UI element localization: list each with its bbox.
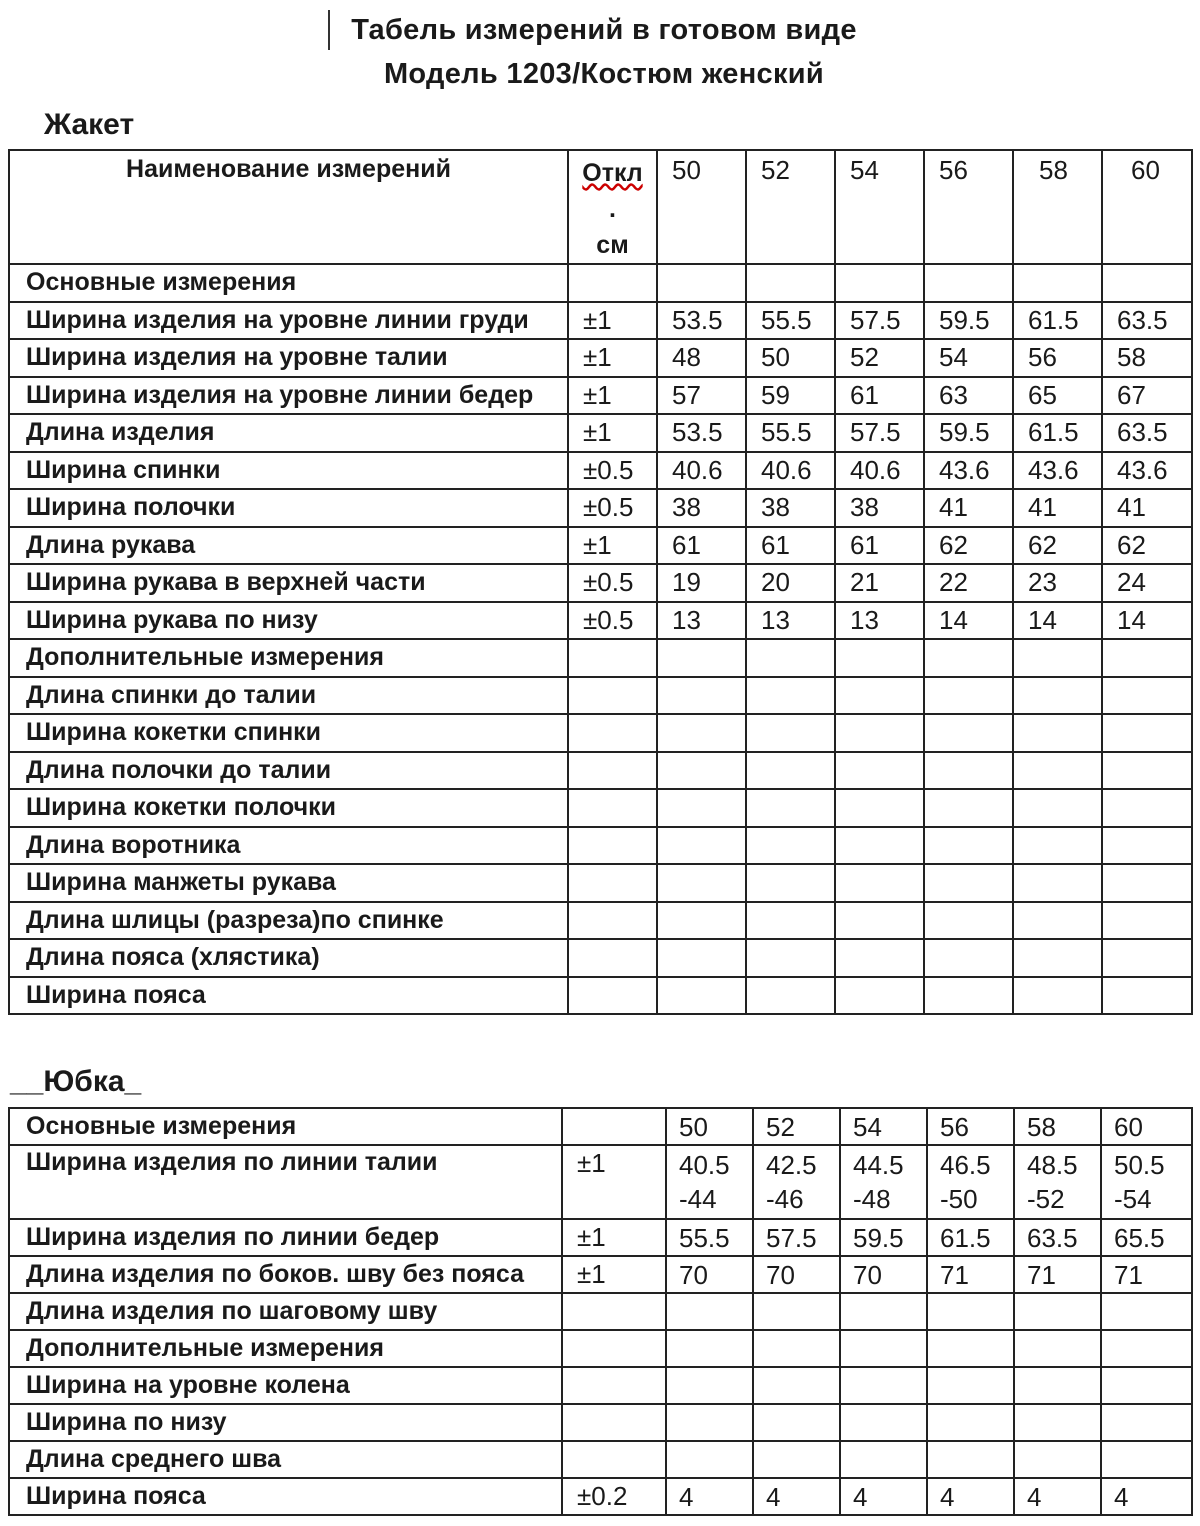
value-cell: 48.5 -52 (1014, 1145, 1101, 1219)
value-cell: 62 (1102, 527, 1192, 565)
value-cell: 55.5 (666, 1219, 753, 1256)
measurement-name: Ширина манжеты рукава (9, 864, 568, 902)
value-cell: 58 (1102, 339, 1192, 377)
size-header-cell: 60 (1101, 1108, 1192, 1145)
size-header-cell: 56 (927, 1108, 1014, 1145)
value-cell (1102, 789, 1192, 827)
size-header-cell: 50 (666, 1108, 753, 1145)
header-tolerance-cell (562, 1108, 666, 1145)
document-title: Табель измерений в готовом виде (351, 14, 857, 46)
value-cell: 70 (753, 1256, 840, 1293)
value-cell: 43.6 (924, 452, 1013, 490)
value-cell (835, 902, 924, 940)
table-row (9, 639, 1192, 677)
value-cell (927, 1330, 1014, 1367)
value-cell: 20 (746, 564, 835, 602)
measurement-name: Длина полочки до талии (9, 752, 568, 790)
value-cell (1102, 864, 1192, 902)
value-cell (927, 1404, 1014, 1441)
value-cell (753, 1293, 840, 1330)
value-cell: 56 (1013, 339, 1102, 377)
value-cell (1102, 827, 1192, 865)
table-row (9, 377, 1192, 415)
value-cell: 48 (657, 339, 746, 377)
value-cell (1013, 677, 1102, 715)
table-row (9, 1219, 1192, 1256)
value-cell: 38 (746, 489, 835, 527)
value-cell (657, 752, 746, 790)
value-cell (1101, 1293, 1192, 1330)
measurement-name: Дополнительные измерения (9, 1330, 562, 1367)
measurement-name: Длина спинки до талии (9, 677, 568, 715)
value-cell (1101, 1404, 1192, 1441)
value-cell: 55.5 (746, 414, 835, 452)
table-row (9, 602, 1192, 640)
table-row (9, 789, 1192, 827)
value-cell: 53.5 (657, 414, 746, 452)
table-row (9, 714, 1192, 752)
measurement-name: Ширина изделия на уровне линии груди (9, 302, 568, 340)
value-cell (657, 677, 746, 715)
table-row (9, 939, 1192, 977)
value-cell: 41 (1102, 489, 1192, 527)
value-cell: 59.5 (840, 1219, 927, 1256)
tolerance-cell (568, 902, 657, 940)
value-cell: 62 (1013, 527, 1102, 565)
tolerance-cell (568, 827, 657, 865)
value-cell (666, 1330, 753, 1367)
value-cell (1102, 264, 1192, 302)
value-cell: 61 (835, 527, 924, 565)
value-cell (1101, 1367, 1192, 1404)
value-cell: 13 (657, 602, 746, 640)
value-cell (835, 939, 924, 977)
tolerance-cell (562, 1330, 666, 1367)
value-cell: 46.5 -50 (927, 1145, 1014, 1219)
measurement-name: Длина воротника (9, 827, 568, 865)
tolerance-cell: ±1 (562, 1145, 666, 1219)
table-row (9, 827, 1192, 865)
tolerance-cell (562, 1404, 666, 1441)
value-cell (924, 864, 1013, 902)
measurement-name: Ширина рукава в верхней части (9, 564, 568, 602)
value-cell (1013, 752, 1102, 790)
value-cell: 71 (1014, 1256, 1101, 1293)
value-cell: 4 (840, 1478, 927, 1515)
table-row (9, 977, 1192, 1015)
value-cell: 21 (835, 564, 924, 602)
value-cell (657, 789, 746, 827)
value-cell: 59 (746, 377, 835, 415)
value-cell (746, 827, 835, 865)
table-row (9, 677, 1192, 715)
value-cell (927, 1367, 1014, 1404)
value-cell (924, 902, 1013, 940)
table-row (9, 527, 1192, 565)
value-cell: 24 (1102, 564, 1192, 602)
table-row (9, 1330, 1192, 1367)
value-cell: 38 (835, 489, 924, 527)
value-cell: 13 (835, 602, 924, 640)
tolerance-cell (568, 977, 657, 1015)
value-cell: 63 (924, 377, 1013, 415)
tolerance-cell (568, 639, 657, 677)
value-cell: 57.5 (835, 414, 924, 452)
tolerance-cell: ±1 (562, 1219, 666, 1256)
value-cell: 63.5 (1102, 414, 1192, 452)
measurement-name: Ширина по низу (9, 1404, 562, 1441)
value-cell (746, 864, 835, 902)
value-cell: 14 (1102, 602, 1192, 640)
tolerance-cell: ±0.5 (568, 489, 657, 527)
value-cell: 71 (927, 1256, 1014, 1293)
value-cell (840, 1330, 927, 1367)
value-cell: 61 (835, 377, 924, 415)
value-cell (746, 714, 835, 752)
value-cell (746, 789, 835, 827)
tolerance-cell (568, 864, 657, 902)
size-header-cell: 60 (1102, 150, 1192, 264)
value-cell (835, 639, 924, 677)
size-header-cell: 52 (746, 150, 835, 264)
value-cell: 40.5 -44 (666, 1145, 753, 1219)
value-cell (924, 714, 1013, 752)
skirt-header-row (9, 1108, 1192, 1145)
measurement-name: Дополнительные измерения (9, 639, 568, 677)
value-cell: 42.5 -46 (753, 1145, 840, 1219)
skirt-measurements-table (8, 1107, 1193, 1516)
tolerance-cell: ±1 (568, 414, 657, 452)
tolerance-cell (562, 1367, 666, 1404)
value-cell: 57.5 (753, 1219, 840, 1256)
value-cell (1013, 977, 1102, 1015)
table-row (9, 864, 1192, 902)
value-cell: 4 (1101, 1478, 1192, 1515)
table-row (9, 1293, 1192, 1330)
measurement-name: Ширина кокетки спинки (9, 714, 568, 752)
size-header-cell: 58 (1013, 150, 1102, 264)
document-subtitle: Модель 1203/Костюм женский (383, 58, 825, 90)
tolerance-cell: ±1 (568, 302, 657, 340)
value-cell (835, 714, 924, 752)
measurement-name: Ширина кокетки полочки (9, 789, 568, 827)
jacket-measurements-table (8, 149, 1193, 1015)
value-cell (924, 827, 1013, 865)
value-cell: 19 (657, 564, 746, 602)
value-cell (840, 1367, 927, 1404)
value-cell: 40.6 (657, 452, 746, 490)
value-cell (1013, 827, 1102, 865)
tolerance-cell (568, 264, 657, 302)
table-row (9, 1441, 1192, 1478)
value-cell (1102, 677, 1192, 715)
value-cell: 59.5 (924, 302, 1013, 340)
value-cell (746, 939, 835, 977)
value-cell (1102, 977, 1192, 1015)
value-cell (666, 1441, 753, 1478)
value-cell (753, 1404, 840, 1441)
value-cell (1014, 1441, 1101, 1478)
measurement-name: Ширина рукава по низу (9, 602, 568, 640)
value-cell: 67 (1102, 377, 1192, 415)
value-cell (927, 1293, 1014, 1330)
value-cell: 43.6 (1013, 452, 1102, 490)
value-cell (1014, 1367, 1101, 1404)
value-cell (1014, 1293, 1101, 1330)
tolerance-cell: ±1 (568, 377, 657, 415)
skirt-section-title: __Юбка_ (10, 1065, 142, 1098)
header-tol-label: Откл (582, 159, 643, 187)
measurement-name: Длина изделия (9, 414, 568, 452)
value-cell (657, 939, 746, 977)
value-cell (1013, 639, 1102, 677)
size-header-cell: 58 (1014, 1108, 1101, 1145)
value-cell: 71 (1101, 1256, 1192, 1293)
size-header-cell: 56 (924, 150, 1013, 264)
table-row (9, 1145, 1192, 1219)
value-cell (1013, 264, 1102, 302)
table-row (9, 902, 1192, 940)
value-cell: 41 (1013, 489, 1102, 527)
jacket-section-title: Жакет (44, 108, 135, 141)
value-cell (746, 902, 835, 940)
table-row (9, 414, 1192, 452)
value-cell (924, 977, 1013, 1015)
measurement-name: Длина пояса (хлястика) (9, 939, 568, 977)
value-cell: 14 (924, 602, 1013, 640)
value-cell (657, 864, 746, 902)
measurement-name: Ширина изделия на уровне линии бедер (9, 377, 568, 415)
tolerance-cell: ±1 (562, 1256, 666, 1293)
value-cell (666, 1293, 753, 1330)
value-cell (1014, 1404, 1101, 1441)
value-cell (657, 264, 746, 302)
value-cell (924, 639, 1013, 677)
value-cell: 65 (1013, 377, 1102, 415)
value-cell: 61 (657, 527, 746, 565)
table-row (9, 752, 1192, 790)
value-cell: 62 (924, 527, 1013, 565)
header-tol-unit: см (596, 231, 629, 259)
header-tolerance-cell (568, 150, 657, 264)
value-cell: 41 (924, 489, 1013, 527)
measurement-name: Ширина пояса (9, 1478, 562, 1515)
value-cell (924, 789, 1013, 827)
measurement-name: Длина рукава (9, 527, 568, 565)
value-cell (1102, 939, 1192, 977)
measurement-name: Длина изделия по шаговому шву (9, 1293, 562, 1330)
table-row (9, 1256, 1192, 1293)
tolerance-cell (568, 752, 657, 790)
value-cell: 61.5 (1013, 414, 1102, 452)
value-cell: 59.5 (924, 414, 1013, 452)
value-cell (1101, 1441, 1192, 1478)
value-cell (1013, 864, 1102, 902)
measurement-name: Ширина изделия по линии талии (9, 1145, 562, 1219)
value-cell (753, 1441, 840, 1478)
measurement-name: Ширина на уровне колена (9, 1367, 562, 1404)
value-cell (746, 677, 835, 715)
table-row (9, 1478, 1192, 1515)
table-row (9, 564, 1192, 602)
size-header-cell: 54 (840, 1108, 927, 1145)
value-cell (657, 714, 746, 752)
value-cell (746, 639, 835, 677)
value-cell: 61.5 (1013, 302, 1102, 340)
value-cell (927, 1441, 1014, 1478)
size-header-cell: 54 (835, 150, 924, 264)
value-cell: 50.5 -54 (1101, 1145, 1192, 1219)
value-cell: 54 (924, 339, 1013, 377)
value-cell (753, 1330, 840, 1367)
value-cell (835, 827, 924, 865)
value-cell: 38 (657, 489, 746, 527)
value-cell: 70 (840, 1256, 927, 1293)
tolerance-cell: ±0.2 (562, 1478, 666, 1515)
value-cell: 40.6 (746, 452, 835, 490)
value-cell (1102, 714, 1192, 752)
value-cell (657, 977, 746, 1015)
value-cell: 65.5 (1101, 1219, 1192, 1256)
tolerance-cell (562, 1441, 666, 1478)
value-cell: 40.6 (835, 452, 924, 490)
tolerance-cell: ±1 (568, 527, 657, 565)
size-header-cell: 50 (657, 150, 746, 264)
tolerance-cell: ±0.5 (568, 452, 657, 490)
value-cell: 23 (1013, 564, 1102, 602)
value-cell: 13 (746, 602, 835, 640)
value-cell: 43.6 (1102, 452, 1192, 490)
value-cell (753, 1367, 840, 1404)
value-cell: 57.5 (835, 302, 924, 340)
value-cell (666, 1367, 753, 1404)
tolerance-cell: ±1 (568, 339, 657, 377)
measurement-name: Ширина полочки (9, 489, 568, 527)
measurement-name: Ширина пояса (9, 977, 568, 1015)
value-cell: 4 (666, 1478, 753, 1515)
measurement-name: Длина шлицы (разреза)по спинке (9, 902, 568, 940)
tolerance-cell: ±0.5 (568, 564, 657, 602)
value-cell: 44.5 -48 (840, 1145, 927, 1219)
tolerance-cell (568, 714, 657, 752)
size-header-cell: 52 (753, 1108, 840, 1145)
value-cell (746, 752, 835, 790)
value-cell: 22 (924, 564, 1013, 602)
header-name-cell: Наименование измерений (9, 150, 568, 264)
value-cell (1013, 939, 1102, 977)
table-row (9, 302, 1192, 340)
value-cell (924, 939, 1013, 977)
value-cell: 4 (753, 1478, 840, 1515)
table-row (9, 1404, 1192, 1441)
table-row (9, 489, 1192, 527)
value-cell (1101, 1330, 1192, 1367)
measurement-name: Ширина изделия по линии бедер (9, 1219, 562, 1256)
value-cell (835, 264, 924, 302)
header-name-cell: Основные измерения (9, 1108, 562, 1145)
tolerance-cell: ±0.5 (568, 602, 657, 640)
value-cell (657, 639, 746, 677)
value-cell (840, 1441, 927, 1478)
tolerance-cell (562, 1293, 666, 1330)
jacket-header-row (9, 150, 1192, 264)
table-row (9, 1367, 1192, 1404)
value-cell (1102, 639, 1192, 677)
measurement-name: Ширина спинки (9, 452, 568, 490)
tolerance-cell (568, 789, 657, 827)
value-cell (1102, 902, 1192, 940)
measurement-name: Ширина изделия на уровне талии (9, 339, 568, 377)
value-cell (924, 264, 1013, 302)
value-cell: 61 (746, 527, 835, 565)
value-cell: 57 (657, 377, 746, 415)
measurement-name: Длина среднего шва (9, 1441, 562, 1478)
value-cell (746, 977, 835, 1015)
value-cell (835, 864, 924, 902)
value-cell (746, 264, 835, 302)
measurement-name: Основные измерения (9, 264, 568, 302)
value-cell (1013, 714, 1102, 752)
table-row (9, 339, 1192, 377)
value-cell (840, 1293, 927, 1330)
value-cell (924, 677, 1013, 715)
value-cell (835, 789, 924, 827)
value-cell (666, 1404, 753, 1441)
value-cell: 52 (835, 339, 924, 377)
value-cell: 61.5 (927, 1219, 1014, 1256)
table-row (9, 264, 1192, 302)
measurement-name: Длина изделия по боков. шву без пояса (9, 1256, 562, 1293)
value-cell (1013, 789, 1102, 827)
value-cell (1102, 752, 1192, 790)
value-cell: 50 (746, 339, 835, 377)
header-tol-dot: . (609, 195, 616, 223)
value-cell (657, 827, 746, 865)
tolerance-cell (568, 939, 657, 977)
value-cell (1014, 1330, 1101, 1367)
value-cell: 14 (1013, 602, 1102, 640)
value-cell: 63.5 (1014, 1219, 1101, 1256)
value-cell: 70 (666, 1256, 753, 1293)
value-cell: 53.5 (657, 302, 746, 340)
table-row (9, 452, 1192, 490)
value-cell: 4 (1014, 1478, 1101, 1515)
value-cell: 55.5 (746, 302, 835, 340)
value-cell (924, 752, 1013, 790)
value-cell: 4 (927, 1478, 1014, 1515)
value-cell (1013, 902, 1102, 940)
value-cell: 63.5 (1102, 302, 1192, 340)
tolerance-cell (568, 677, 657, 715)
value-cell (835, 752, 924, 790)
value-cell (835, 977, 924, 1015)
value-cell (657, 902, 746, 940)
value-cell (835, 677, 924, 715)
value-cell (840, 1404, 927, 1441)
